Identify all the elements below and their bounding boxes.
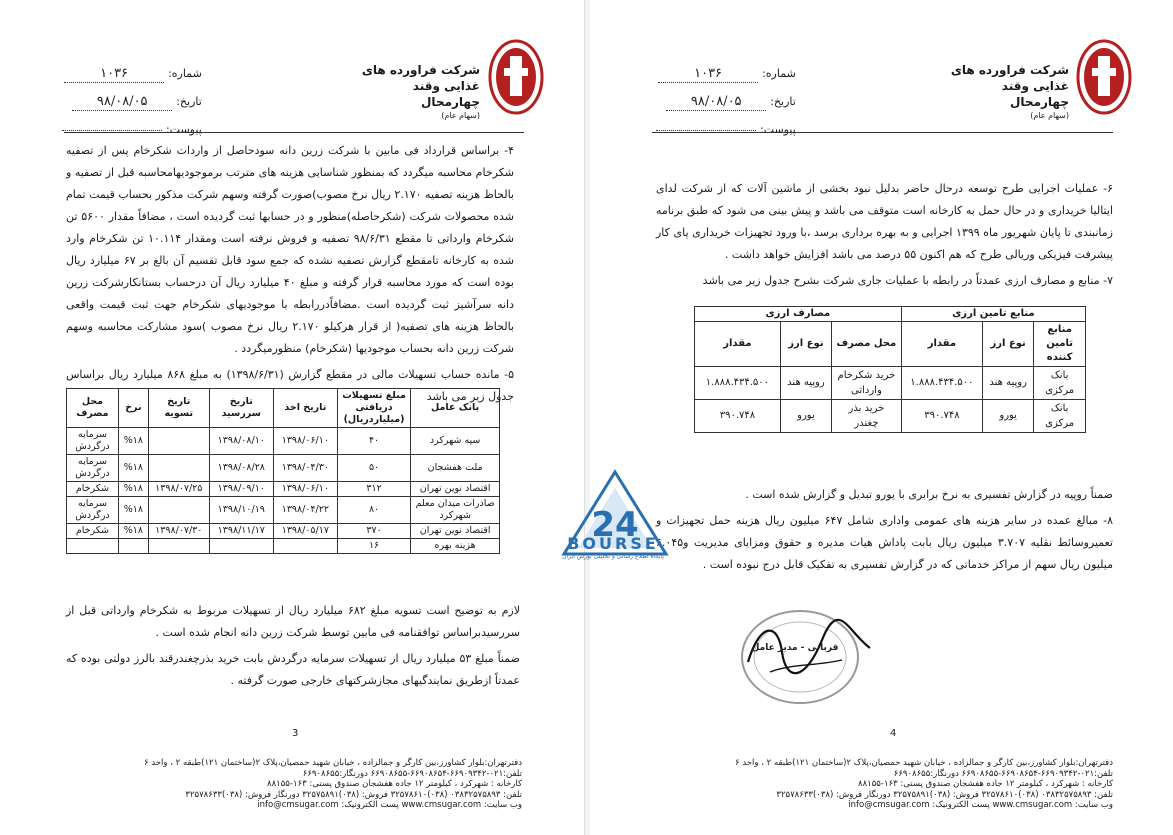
table-cell: روپیه هند [780, 367, 831, 400]
letterhead [590, 38, 1173, 136]
table-row [67, 428, 500, 455]
page-number: 4 [890, 728, 897, 739]
table-cell: ۳۹۰.۷۴۸ [901, 400, 982, 433]
table-cell: ۱۳۹۸/۰۹/۱۰ [209, 482, 273, 497]
table-cell [148, 455, 209, 482]
number-value: ۱۰۳۶ [658, 66, 758, 83]
table-header-cell: تاریخ اخذ [273, 389, 337, 428]
letterhead [0, 38, 584, 136]
table-header-cell: مقدار [695, 322, 781, 367]
company-seal-signature [730, 602, 880, 712]
table-cell: صادرات میدان معلم شهرکرد [411, 497, 500, 524]
table-cell [118, 539, 148, 554]
date-label: تاریخ: [770, 95, 796, 108]
table-row [695, 400, 1086, 433]
paragraph-6: ۶- عملیات اجرایی طرح توسعه درحال حاضر بدلیل نبود بخشی از ماشین آلات که از شرکت لدای ایتالیا خریداری و در حال حمل به کارخانه است متوقف می باشد و پیش بینی می شود که طبق برنامه زمانبندی تا پایان شهریور ماه ۱۳۹۹ اجرایی و به بهره برداری برسد ،با ورود تجهیزات خریداری پای کار پیشرفت فیزیکی وریالی طرح که هم اکنون ۵۵ درصد می باشد افزایش خواهد داشت . [656, 182, 1113, 261]
table-cell: ۱۳۹۸/۱۰/۱۹ [209, 497, 273, 524]
table-cell: بانک مرکزی [1034, 367, 1086, 400]
table-cell: اقتصاد نوین تهران [411, 524, 500, 539]
page-footer [58, 758, 522, 811]
table-cell: ۱۳۹۸/۰۶/۱۰ [273, 428, 337, 455]
table-header-cell: مبلغ تسهیلات دریافتی (میلیاردریال) [337, 389, 410, 428]
footer-line: کارخانه : شهرکرد ، کیلومتر ۱۲ جاده هفشجان صندوق پستی: ۱۶۳-۸۸۱۵۵ [267, 779, 522, 789]
table-header-cell: محل مصرف [832, 322, 902, 367]
table-cell: سرمایه درگردش [67, 428, 119, 455]
table-header-cell: مقدار [901, 322, 982, 367]
table-header-row [695, 322, 1086, 367]
signature-caption: قربانی - مدیر عامل [751, 643, 839, 653]
date-row [62, 88, 202, 116]
date-row [656, 88, 796, 116]
table-cell: ۱۳۹۸/۰۵/۱۷ [273, 524, 337, 539]
table-cell: ۱.۸۸۸.۴۳۴.۵۰۰ [695, 367, 781, 400]
date-value: ۹۸/۰۸/۰۵ [72, 94, 172, 111]
paragraph-8: ۸- مبالغ عمده در سایر هزینه های عمومی واداری شامل ۶۴۷ میلیون ریال هزینه حمل تجهیزات و تعمیروسائط نقلیه ۳.۷۰۷ میلیون ریال بابت پاداش هیات مدیره و حقوق ومزایای مدیریت و۶.۰۴۵ میلیون ریال سهم از مراکز خدماتی که در گزارش تفسیری به تفکیک قابل درج نبوده است . [656, 514, 1113, 571]
number-row [62, 60, 202, 88]
company-subtitle: (سهام عام) [441, 111, 480, 120]
table-cell: ۱۳۹۸/۰۴/۲۲ [273, 497, 337, 524]
table-group-header: منابع تامین ارزی [901, 307, 1085, 322]
footer-line: دفترتهران:بلوار کشاورز،بین کارگر و جمالزاده ، خیابان شهید حمصیان،پلاک ۲(ساختمان ۱۲۱)طبقه ۲ ، واحد ۶ [735, 758, 1113, 768]
table-group-header: مصارف ارزی [695, 307, 902, 322]
table-cell: هزینه بهره [411, 539, 500, 554]
table-cell: ۱۳۹۸/۱۱/۱۷ [209, 524, 273, 539]
number-label: شماره: [762, 67, 796, 80]
fx-table [694, 306, 1086, 433]
date-value: ۹۸/۰۸/۰۵ [666, 94, 766, 111]
company-name [362, 62, 480, 122]
table-cell [209, 539, 273, 554]
attachment-value [62, 130, 162, 131]
header-divider [64, 132, 524, 133]
table-cell: خرید بذر چغندر [832, 400, 902, 433]
paragraph-4: ۴- براساس قرارداد فی مابین با شرکت زرین دانه سودحاصل از واردات شکرخام پس از تصفیه شکرخام محاسبه میگردد که بمنظور شناسایی هزینه های مترتب برموجودیهامحاسبه قبل از تصفیه و بالحاظ هزینه تصفیه ۲.۱۷۰ ریال نرخ مصوب)صورت گرفته وسهم شرکت مذکور بحساب قیمت تمام شده محصولات شرکت (شکرحاصله)منظور و در حسابها ثبت گردیده است ، مضافاً مقدار ۵۶۰۰ تن شکرخام وارداتی تا مقطع ۹۸/۶/۳۱ تصفیه و فروش نرفته است ومقدار ۱۰.۱۱۴ تن شکرخام وارد شده به کارخانه تامقطع گزارش تصفیه نشده که جمع سود قابل تقسیم آن بالغ بر ۶۷ میلیارد ریال بوده است که مورد محاسبه قرار گرفته و مبلغ ۴۰ میلیارد ریال آن درحساب بستانکارشرکت زرین دانه سرآشیز ثبت گردیده است .مضافاًدررابطه با موجودیهای شکرخام جهت ثبت قیمت واقعی بالحاظ هزینه های تصفیه( از قرار هرکیلو ۲.۱۷۰ ریال نرخ مصوب )سود مشارکت محاسبه وسهم شرکت زرین دانه بحساب موجودیها (شکرخام) منظورمیگردد . [66, 144, 515, 355]
footer-line: وب سایت: www.cmsugar.com پست الکترونیک: info@cmsugar.com [257, 800, 522, 810]
table-row [67, 455, 500, 482]
watermark-text [548, 534, 678, 560]
company-logo-icon [1076, 38, 1132, 116]
table-cell [273, 539, 337, 554]
number-label: شماره: [168, 67, 202, 80]
watermark-subtitle: پایگاه اطلاع رسانی و تحلیلی بورس ایران [562, 553, 664, 560]
facilities-table [66, 388, 500, 554]
company-line-3: چهارمحال [1010, 95, 1069, 109]
company-line-2: غذایی وقند [412, 79, 480, 93]
attachment-label: پیوست: [166, 123, 202, 136]
table-cell: ۳۱۲ [337, 482, 410, 497]
attachment-row [656, 116, 796, 144]
attachment-label: پیوست: [760, 123, 796, 136]
table-cell: شکرخام [67, 482, 119, 497]
table-cell: سرمایه درگردش [67, 497, 119, 524]
number-value: ۱۰۳۶ [64, 66, 164, 83]
footer-line: دفترتهران:بلوار کشاورز،بین کارگر و جمالزاده ، خیابان شهید حمصیان،پلاک ۲(ساختمان ۱۲۱)طبقه ۲ ، واحد ۶ [144, 758, 522, 768]
table-header-cell: تاریخ تسویه [148, 389, 209, 428]
table-cell: ۱۶ [337, 539, 410, 554]
table-cell [148, 428, 209, 455]
table-cell [148, 539, 209, 554]
watermark-number: 24 [591, 505, 639, 545]
table-cell: %۱۸ [118, 497, 148, 524]
footer-line: تلفن: ۰۳۸۳۲۵۷۵۸۹۳ (۰۳۸)۳۲۵۷۸۶۱۰ فروش: (۰۳۸)۳۲۵۷۵۸۹۱ دورنگار فروش: (۰۳۸)۳۲۵۷۸۶۳۳ [776, 789, 1113, 800]
table-header-cell: نرخ [118, 389, 148, 428]
table-cell: بانک مرکزی [1034, 400, 1086, 433]
company-name [951, 62, 1069, 122]
header-divider [652, 132, 1113, 133]
paragraph-5: ۵- مانده حساب تسهیلات مالی در مقطع گزارش (۱۳۹۸/۶/۳۱) به مبلغ ۸۶۸ میلیارد ریال براساس جدول زیر می باشد [66, 368, 515, 403]
table-cell: ۸۰ [337, 497, 410, 524]
table-cell: خرید شکرخام وارداتی [832, 367, 902, 400]
page-4-body [656, 178, 1113, 296]
page-4-notes [656, 484, 1113, 580]
company-subtitle: (سهام عام) [1030, 111, 1069, 120]
table-cell: ۱۳۹۸/۰۴/۳۰ [273, 455, 337, 482]
table-cell: %۱۸ [118, 428, 148, 455]
company-line-2: غذایی وقند [1001, 79, 1069, 93]
date-label: تاریخ: [176, 95, 202, 108]
company-line-1: شرکت فراورده های [361, 63, 480, 77]
bourse24-watermark-icon [560, 468, 670, 578]
table-row [67, 524, 500, 539]
table-header-cell: محل مصرف [67, 389, 119, 428]
table-row [695, 367, 1086, 400]
company-line-3: چهارمحال [421, 95, 480, 109]
footer-line: وب سایت: www.cmsugar.com پست الکترونیک: info@cmsugar.com [848, 800, 1113, 810]
table-cell: شکرخام [67, 524, 119, 539]
page-footer [650, 758, 1113, 811]
table-cell: ملت هفشجان [411, 455, 500, 482]
table-cell: روپیه هند [983, 367, 1034, 400]
table-group-row [695, 307, 1086, 322]
table-header-cell: نوع ارز [983, 322, 1034, 367]
table-cell: %۱۸ [118, 524, 148, 539]
table-header-cell: تاریخ سررسید [209, 389, 273, 428]
table-cell: ۱۳۹۸/۰۷/۳۰ [148, 524, 209, 539]
table-cell [67, 539, 119, 554]
footer-line: تلفن:۰۲۱-۶۶۹۰۹۳۴۲-۶۶۹۰۸۶۵۴-۶۶۹۰۸۶۵۵ دورنگار:۶۶۹۰۸۶۵۵ [302, 768, 522, 779]
table-cell: %۱۸ [118, 455, 148, 482]
table-cell: یورو [780, 400, 831, 433]
footer-line: تلفن:۰۲۱-۶۶۹۰۹۳۴۲-۶۶۹۰۸۶۵۴-۶۶۹۰۸۶۵۵ دورنگار:۶۶۹۰۸۶۵۵ [893, 768, 1113, 779]
table-cell: ۵۰ [337, 455, 410, 482]
table-cell: ۱۳۹۸/۰۸/۱۰ [209, 428, 273, 455]
table-cell: یورو [983, 400, 1034, 433]
table-cell: سپه شهرکرد [411, 428, 500, 455]
footer-line: کارخانه : شهرکرد ، کیلومتر ۱۲ جاده هفشجان صندوق پستی: ۱۶۳-۸۸۱۵۵ [858, 779, 1113, 789]
table-cell: ۴۰ [337, 428, 410, 455]
table-header-cell: بانک عامل [411, 389, 500, 428]
page-number: 3 [292, 728, 299, 739]
table-cell: ۱۳۹۸/۰۸/۲۸ [209, 455, 273, 482]
table-cell: ۳۷۰ [337, 524, 410, 539]
document-page-4 [590, 0, 1173, 835]
attachment-value [656, 130, 756, 131]
document-page-3 [0, 0, 585, 835]
table-cell: %۱۸ [118, 482, 148, 497]
table-header-cell: منابع تامین کننده [1034, 322, 1086, 367]
note-rupee-conversion: ضمناً روپیه در گزارش تفسیری به نرخ برابری با یورو تبدیل و گزارش شده است . [745, 488, 1113, 501]
table-cell: ۱۳۹۸/۰۶/۱۰ [273, 482, 337, 497]
table-header-row [67, 389, 500, 428]
table-header-cell: نوع ارز [780, 322, 831, 367]
table-cell [148, 497, 209, 524]
table-cell: ۱.۸۸۸.۴۳۴.۵۰۰ [901, 367, 982, 400]
watermark-brand: BOURSE [567, 534, 659, 553]
table-row [67, 482, 500, 497]
table-cell: اقتصاد نوین تهران [411, 482, 500, 497]
table-cell: سرمایه درگردش [67, 455, 119, 482]
table-cell: ۳۹۰.۷۴۸ [695, 400, 781, 433]
note-repayment: لازم به توضیح است تسویه مبلغ ۶۸۲ میلیارد ریال از تسهیلات مربوط به شکرخام وارداتی قبل از سررسیدبراساس توافقنامه فی مابین توسط شرکت زرین دانه انجام شده است . [66, 604, 520, 639]
company-logo-icon [488, 38, 544, 116]
table-cell: ۱۳۹۸/۰۷/۲۵ [148, 482, 209, 497]
page-3-notes [66, 600, 520, 696]
table-row [67, 539, 500, 554]
number-row [656, 60, 796, 88]
table-row [67, 497, 500, 524]
paragraph-7: ۷- منابع و مصارف ارزی عمدتاً در رابطه با عملیات جاری شرکت بشرح جدول زیر می باشد [702, 274, 1113, 287]
note-seed-purchase: ضمناً مبلغ ۵۳ میلیارد ریال از تسهیلات سرمایه درگردش بابت خرید بذرچغندرقند بالرز دولتی بوده که عمدتاً ازطریق نمایندگیهای مجازشرکتهای خارجی صورت گرفته . [66, 652, 520, 687]
page-3-body [66, 140, 514, 412]
company-line-1: شرکت فراورده های [950, 63, 1069, 77]
footer-line: تلفن: ۰۳۸۳۲۵۷۵۸۹۳ (۰۳۸)۳۲۵۷۸۶۱۰ فروش: (۰۳۸)۳۲۵۷۵۸۹۱ دورنگار فروش: (۰۳۸)۳۲۵۷۸۶۳۳ [185, 789, 522, 800]
